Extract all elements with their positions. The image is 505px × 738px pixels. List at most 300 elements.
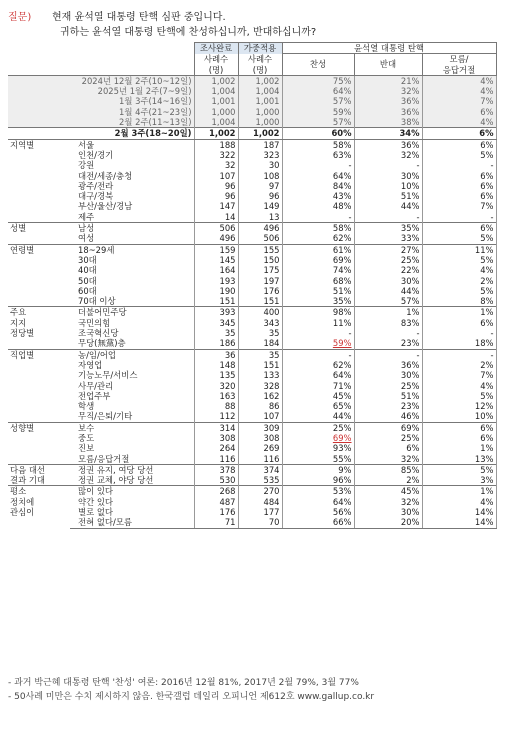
table-row (8, 255, 496, 265)
oppose-value: 36% (354, 96, 422, 106)
header-group-title: 윤석열 대통령 탄핵 (282, 43, 496, 54)
dont-know-value: 4% (422, 75, 496, 86)
header-approve: 찬성 (282, 54, 354, 76)
weighted-count: 197 (238, 276, 282, 286)
weighted-count: 13 (238, 212, 282, 223)
oppose-value: - (354, 212, 422, 223)
table-row (8, 107, 496, 117)
dont-know-value: 7% (422, 201, 496, 211)
sample-count: 14 (194, 212, 238, 223)
group-name-line: 평소 (10, 486, 27, 497)
sample-count: 71 (194, 517, 238, 528)
sample-count: 164 (194, 265, 238, 275)
sample-count: 96 (194, 191, 238, 201)
oppose-value: 32% (354, 86, 422, 96)
dont-know-value: 6% (422, 422, 496, 433)
weighted-count: 162 (238, 391, 282, 401)
table-row (8, 338, 496, 349)
table-row (8, 212, 496, 223)
row-label: 조국혁신당 (78, 328, 119, 339)
table-row (8, 370, 496, 380)
row-label: 농/임/어업 (70, 349, 194, 360)
row-label: 제주 (78, 211, 95, 222)
row-label: 대구/경북 (78, 191, 114, 202)
table-row (8, 296, 496, 307)
table-row (8, 443, 496, 453)
dont-know-value: 12% (422, 401, 496, 411)
approve-value (282, 338, 354, 349)
oppose-value: 36% (354, 107, 422, 117)
weighted-count: 343 (238, 318, 282, 328)
weighted-count: 30 (238, 160, 282, 170)
weighted-count: 269 (238, 443, 282, 453)
group-name (8, 307, 70, 349)
weighted-count: 506 (238, 233, 282, 244)
table-row (8, 464, 496, 475)
oppose-value: 51% (354, 391, 422, 401)
sample-count: 322 (194, 150, 238, 160)
dont-know-value: 5% (422, 286, 496, 296)
dont-know-value: 14% (422, 517, 496, 528)
oppose-value: 36% (354, 139, 422, 150)
group-cell-empty (8, 96, 70, 106)
approve-highlight: 59% (332, 338, 352, 349)
table-row (8, 233, 496, 244)
dont-know-value: 2% (422, 276, 496, 286)
group-name-line: 관심이 (10, 507, 35, 518)
group-name-line: 연령별 (10, 244, 35, 255)
weighted-count: 1,002 (238, 75, 282, 86)
dont-know-value: - (422, 349, 496, 360)
dont-know-value: 14% (422, 507, 496, 517)
row-label: 70대 이상 (78, 296, 116, 307)
approve-value: 62% (282, 360, 354, 370)
row-label: 60대 (78, 285, 97, 296)
oppose-value: 83% (354, 318, 422, 328)
weighted-count: 86 (238, 401, 282, 411)
approve-value: 69% (282, 255, 354, 265)
approve-value: 57% (282, 96, 354, 106)
approve-value: 35% (282, 296, 354, 307)
approve-value: 53% (282, 486, 354, 497)
dont-know-value: 1% (422, 307, 496, 318)
sample-count: 1,001 (194, 96, 238, 106)
weighted-count: 35 (238, 349, 282, 360)
oppose-value: 32% (354, 497, 422, 507)
oppose-value: 34% (354, 128, 422, 139)
dont-know-value: 10% (422, 411, 496, 422)
group-name-line: 지역별 (10, 139, 35, 150)
dont-know-value: 6% (422, 191, 496, 201)
approve-value: 64% (282, 370, 354, 380)
dont-know-value: 1% (422, 486, 496, 497)
table-row (8, 139, 496, 150)
dont-know-value: 6% (422, 139, 496, 150)
current-period-label: 2월 3주(18~20일) (70, 128, 194, 139)
oppose-value: 44% (354, 201, 422, 211)
dont-know-value: 6% (422, 318, 496, 328)
row-label: 중도 (78, 432, 95, 443)
group-name-line: 성향별 (10, 422, 35, 433)
row-label: 광주/전라 (78, 180, 114, 191)
history-period-label: 2024년 12월 2주(10~12일) (70, 75, 194, 86)
sample-count: 163 (194, 391, 238, 401)
weighted-count: 1,000 (238, 107, 282, 117)
approve-value: 58% (282, 223, 354, 234)
row-label: 무직/은퇴/기타 (78, 411, 133, 422)
approve-value: - (282, 212, 354, 223)
table-row (8, 286, 496, 296)
weighted-count: 35 (238, 328, 282, 338)
approve-value: 11% (282, 318, 354, 328)
weighted-count: 1,004 (238, 86, 282, 96)
dont-know-value: 2% (422, 360, 496, 370)
row-label: 사무/관리 (78, 380, 114, 391)
dont-know-value: - (422, 328, 496, 338)
row-label: 많이 있다 (70, 486, 194, 497)
group-name (8, 223, 70, 245)
group-name (8, 422, 70, 464)
oppose-value: 27% (354, 244, 422, 255)
history-period-label: 2월 2주(11~13일) (119, 117, 192, 128)
dont-know-value: 6% (422, 107, 496, 117)
sample-count: 308 (194, 433, 238, 443)
dont-know-value: 13% (422, 454, 496, 465)
oppose-value: 30% (354, 171, 422, 181)
oppose-value: 44% (354, 286, 422, 296)
row-label: 더불어민주당 (70, 307, 194, 318)
row-label: 인천/경기 (78, 149, 114, 160)
sample-count: 1,000 (194, 107, 238, 117)
weighted-count: 149 (238, 201, 282, 211)
approve-highlight: 69% (332, 432, 352, 443)
row-label: 기능노무/서비스 (78, 370, 138, 381)
oppose-value: 30% (354, 370, 422, 380)
weighted-count: 1,002 (238, 128, 282, 139)
row-label: 40대 (78, 265, 97, 276)
dont-know-value: 6% (422, 181, 496, 191)
oppose-value: 25% (354, 433, 422, 443)
weighted-count: 150 (238, 255, 282, 265)
row-label: 30대 (78, 254, 97, 265)
table-row (8, 433, 496, 443)
group-name-line: 정당별 (10, 328, 35, 339)
weighted-count: 1,001 (238, 96, 282, 106)
dont-know-value: 11% (422, 244, 496, 255)
row-label: 정권 교체, 야당 당선 (78, 475, 154, 486)
sample-count: 147 (194, 201, 238, 211)
weighted-count: 97 (238, 181, 282, 191)
dont-know-value: 6% (422, 171, 496, 181)
oppose-value: 25% (354, 381, 422, 391)
weighted-count: 328 (238, 381, 282, 391)
dont-know-value: 3% (422, 475, 496, 486)
weighted-count: 96 (238, 191, 282, 201)
table-row (8, 328, 496, 338)
sample-count: 145 (194, 255, 238, 265)
group-cell-empty (8, 117, 70, 128)
group-name-line: 결과 기대 (10, 475, 46, 486)
sample-count: 345 (194, 318, 238, 328)
approve-value: 71% (282, 381, 354, 391)
dont-know-value: 5% (422, 233, 496, 244)
approve-value: 62% (282, 233, 354, 244)
table-row (8, 381, 496, 391)
dont-know-value: - (422, 160, 496, 170)
sample-count: 193 (194, 276, 238, 286)
weighted-count: 176 (238, 286, 282, 296)
approve-value: 66% (282, 517, 354, 528)
sample-count: 1,004 (194, 117, 238, 128)
group-name (8, 139, 70, 222)
group-name (8, 244, 70, 307)
weighted-count: 484 (238, 497, 282, 507)
approve-value: 98% (282, 307, 354, 318)
approve-value (282, 433, 354, 443)
oppose-value: 36% (354, 360, 422, 370)
oppose-value: 22% (354, 265, 422, 275)
header-weighted-bot: (명) (238, 65, 282, 76)
table-row (8, 75, 496, 86)
oppose-value: 85% (354, 464, 422, 475)
sample-count: 88 (194, 401, 238, 411)
table-row (8, 360, 496, 370)
dont-know-value: 5% (422, 150, 496, 160)
weighted-count: 175 (238, 265, 282, 275)
row-label: 정권 유지, 여당 당선 (70, 464, 194, 475)
header-sample-bot: (명) (194, 65, 238, 76)
dont-know-value: 4% (422, 381, 496, 391)
dont-know-value: 6% (422, 128, 496, 139)
history-period-label: 1월 4주(21~23일) (119, 106, 192, 117)
sample-count: 116 (194, 454, 238, 465)
oppose-value: 51% (354, 191, 422, 201)
table-row (8, 276, 496, 286)
group-cell-empty (8, 128, 70, 139)
table-row (8, 497, 496, 507)
oppose-value: 32% (354, 150, 422, 160)
table-row (8, 318, 496, 328)
row-label: 남성 (70, 223, 194, 234)
row-label: 강원 (78, 160, 95, 171)
dont-know-value: 6% (422, 433, 496, 443)
oppose-value: 2% (354, 475, 422, 486)
history-period-label: 1월 3주(14~16일) (119, 96, 192, 107)
sample-count: 188 (194, 139, 238, 150)
sample-count: 314 (194, 422, 238, 433)
weighted-count: 1,000 (238, 117, 282, 128)
oppose-value: 38% (354, 117, 422, 128)
weighted-count: 108 (238, 171, 282, 181)
sample-count: 107 (194, 171, 238, 181)
dont-know-value: 18% (422, 338, 496, 349)
row-label: 약간 있다 (78, 496, 114, 507)
footnote-impeachment-history: - 과거 박근혜 대통령 탄핵 '찬성' 여론: 2016년 12월 81%, 2017년 2월 79%, 3월 77% (8, 678, 359, 688)
approve-value: 59% (282, 107, 354, 117)
sample-count: 35 (194, 328, 238, 338)
header-weighted-mid: 사례수 (238, 54, 282, 65)
sample-count: 190 (194, 286, 238, 296)
question-tag: 질문) (8, 12, 32, 23)
weighted-count: 133 (238, 370, 282, 380)
table-row (8, 201, 496, 211)
approve-value: 63% (282, 150, 354, 160)
dont-know-value: 6% (422, 223, 496, 234)
approve-value: 58% (282, 139, 354, 150)
header-oppose: 반대 (354, 54, 422, 76)
sample-count: 32 (194, 160, 238, 170)
sample-count: 148 (194, 360, 238, 370)
weighted-count: 496 (238, 223, 282, 234)
approve-value: 64% (282, 86, 354, 96)
oppose-value: 35% (354, 223, 422, 234)
table-row (8, 128, 496, 139)
group-cell-empty (8, 75, 70, 86)
row-label: 보수 (70, 422, 194, 433)
dont-know-value: 4% (422, 86, 496, 96)
weighted-count: 177 (238, 507, 282, 517)
approve-value: 55% (282, 454, 354, 465)
row-label: 서울 (70, 139, 194, 150)
results-table (8, 42, 497, 529)
approve-value: 93% (282, 443, 354, 453)
group-name-line: 다음 대선 (10, 464, 46, 475)
weighted-count: 374 (238, 464, 282, 475)
oppose-value: - (354, 328, 422, 338)
footnotes (8, 676, 374, 704)
sample-count: 268 (194, 486, 238, 497)
row-label: 대전/세종/충청 (78, 170, 133, 181)
table-row (8, 391, 496, 401)
group-name-line: 직업별 (10, 349, 35, 360)
question-line2: 귀하는 윤석열 대통령 탄핵에 찬성하십니까, 반대하십니까? (60, 27, 317, 38)
header-dk-b: 응답거절 (422, 65, 496, 76)
row-label: 학생 (78, 401, 95, 412)
sample-count: 186 (194, 338, 238, 349)
approve-value: 65% (282, 401, 354, 411)
table-row (8, 171, 496, 181)
dont-know-value: 5% (422, 391, 496, 401)
approve-value: 56% (282, 507, 354, 517)
oppose-value: 32% (354, 454, 422, 465)
table-row (8, 454, 496, 465)
sample-count: 36 (194, 349, 238, 360)
oppose-value: 23% (354, 338, 422, 349)
approve-value: 9% (282, 464, 354, 475)
table-row (8, 191, 496, 201)
weighted-count: 155 (238, 244, 282, 255)
group-name-line: 주요 (10, 307, 27, 318)
dont-know-value: 5% (422, 255, 496, 265)
dont-know-value: 8% (422, 296, 496, 307)
sample-count: 264 (194, 443, 238, 453)
sample-count: 506 (194, 223, 238, 234)
row-label: 전업주부 (78, 390, 111, 401)
weighted-count: 116 (238, 454, 282, 465)
weighted-count: 184 (238, 338, 282, 349)
sample-count: 496 (194, 233, 238, 244)
table-row (8, 150, 496, 160)
approve-value: 51% (282, 286, 354, 296)
approve-value: 68% (282, 276, 354, 286)
approve-value: 48% (282, 201, 354, 211)
table-row (8, 422, 496, 433)
approve-value: 64% (282, 171, 354, 181)
table-row (8, 517, 496, 528)
sample-count: 1,004 (194, 86, 238, 96)
weighted-count: 270 (238, 486, 282, 497)
group-cell-empty (8, 107, 70, 117)
row-label: 국민의힘 (78, 317, 111, 328)
weighted-count: 323 (238, 150, 282, 160)
sample-count: 393 (194, 307, 238, 318)
sample-count: 135 (194, 370, 238, 380)
row-label: 전혀 없다/모름 (70, 517, 194, 528)
row-label: 진보 (78, 443, 95, 454)
approve-value: 64% (282, 497, 354, 507)
approve-value: 74% (282, 265, 354, 275)
table-row (8, 349, 496, 360)
sample-count: 530 (194, 475, 238, 486)
approve-value: 96% (282, 475, 354, 486)
sample-count: 487 (194, 497, 238, 507)
group-cell-empty (8, 86, 70, 96)
row-label: 무당(無黨)층 (78, 338, 126, 349)
group-name (8, 349, 70, 422)
sample-count: 176 (194, 507, 238, 517)
approve-value: - (282, 160, 354, 170)
dont-know-value: 4% (422, 497, 496, 507)
table-row (8, 181, 496, 191)
history-period-label: 2025년 1월 2주(7~9일) (97, 86, 192, 97)
table-row (8, 117, 496, 128)
sample-count: 1,002 (194, 75, 238, 86)
approve-value: - (282, 328, 354, 338)
oppose-value: 6% (354, 443, 422, 453)
approve-value: 75% (282, 75, 354, 86)
weighted-count: 309 (238, 422, 282, 433)
dont-know-value: 7% (422, 370, 496, 380)
approve-value: 84% (282, 181, 354, 191)
dont-know-value: 5% (422, 464, 496, 475)
table-row (8, 307, 496, 318)
oppose-value: 46% (354, 411, 422, 422)
oppose-value: 21% (354, 75, 422, 86)
row-label: 여성 (78, 233, 95, 244)
group-name-line: 지지 (10, 317, 27, 328)
footnote-source: - 50사례 미만은 수치 제시하지 않음. 한국갤럽 데일리 오피니언 제612호 www.gallup.co.kr (8, 692, 375, 702)
weighted-count: 151 (238, 296, 282, 307)
sample-count: 378 (194, 464, 238, 475)
dont-know-value: 1% (422, 443, 496, 453)
oppose-value: - (354, 160, 422, 170)
weighted-count: 308 (238, 433, 282, 443)
oppose-value: 69% (354, 422, 422, 433)
approve-value: 57% (282, 117, 354, 128)
row-label: 자영업 (78, 359, 103, 370)
table-row (8, 411, 496, 422)
row-label: 18~29세 (70, 244, 194, 255)
group-name (8, 486, 70, 528)
sample-count: 320 (194, 381, 238, 391)
weighted-count: 400 (238, 307, 282, 318)
table-row (8, 265, 496, 275)
weighted-count: 70 (238, 517, 282, 528)
sample-count: 1,002 (194, 128, 238, 139)
sample-count: 159 (194, 244, 238, 255)
header-dk-a: 모름/ (422, 54, 496, 65)
oppose-value: 10% (354, 181, 422, 191)
